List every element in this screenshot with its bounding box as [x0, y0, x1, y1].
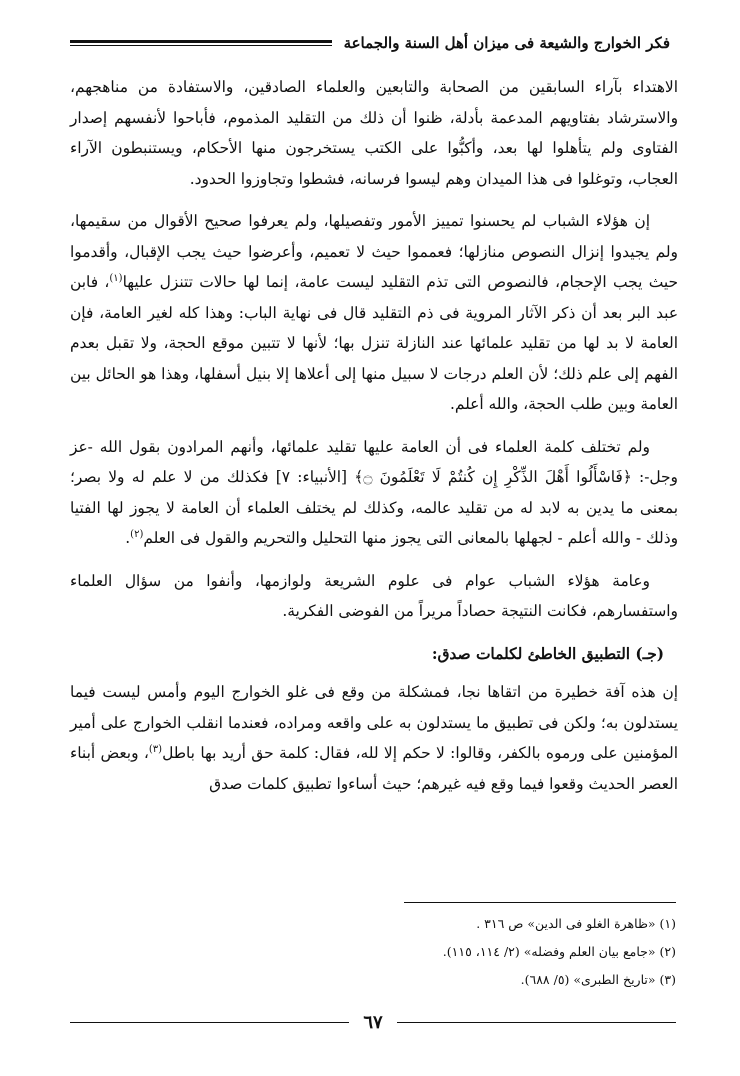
- page-number: ٦٧: [363, 1011, 383, 1033]
- section-heading: (جـ) التطبيق الخاطئ لكلمات صدق:: [431, 644, 664, 663]
- paragraph-5: إن هذه آفة خطيرة من اتقاها نجا، فمشكلة من وقع فى غلو الخوارج اليوم وأمس ليست فيما يستدلون به؛ ولكن فى تطبيق ما يستدلون به على واقعه ومراده، فعندما انقلب الخوارج على أمير المؤمنين على ورموه بالكفر، وقالوا: لا حكم إلا لله، فقال: كلمة حق أريد بها باطل$^{(٣)}$، وبعض أبناء العصر الحديث وقعوا فيما وقع فيه غيرهم؛ حيث أساءوا تطبيق كلمات صدق: [70, 683, 678, 793]
- paragraph-3: ولم تختلف كلمة العلماء فى أن العامة عليها تقليد علمائها، وأنهم المرادون بقول الله -عز وجل-: ﴿فَاسْأَلُوا أَهْلَ الذِّكْرِ إِن كُنتُمْ لَا تَعْلَمُونَ ۝﴾ [الأنبياء: ٧] فكذلك من لا علم له ولا بصر؛ بمعنى ما يدين به لابد له من تقليد عالمه، وكذلك لم يختلف العلماء أن العامة لا يجوز لها الفتيا وذلك - والله أعلم - لجهلها بالمعانى التى يجوز منها التحليل والتحريم والقول فى العلم$^{(٢)}$.: [70, 437, 678, 547]
- header-rule: [70, 40, 332, 46]
- footnote-2: (٢) «جامع بيان العلم وفضله» (٢/ ١١٤، ١١٥).: [442, 944, 676, 959]
- footnote-ref-2[interactable]: (٢): [130, 528, 144, 540]
- footnote-ref-3[interactable]: (٣): [148, 743, 163, 755]
- paragraph-1: الاهتداء بآراء السابقين من الصحابة والتابعين والعلماء الصادقين، والاستفادة من مناهجهم، والاسترشاد بفتاويهم المدعمة بأدلة، ظنوا أن ذلك من التقليد المذموم، فأباحوا لأنفسهم إصدار الفتاوى ولم يتأهلوا لها بعد، وأكبُّوا على الكتب يستخرجون منها الأحكام، ويستنبطون الآراء العجاب، وتوغلوا فى هذا الميدان وهم ليسوا فرسانه، فشطوا وتجاوزوا الحدود.: [70, 78, 678, 188]
- header-title: فكر الخوارج والشيعة فى ميزان أهل السنة والجماعة: [343, 34, 670, 52]
- footer-rule-left: [70, 1022, 349, 1023]
- main-text: [70, 72, 678, 811]
- footnote-1: (١) «ظاهرة الغلو فى الدين» ص ٣١٦ .: [476, 916, 676, 931]
- paragraph-4: وعامة هؤلاء الشباب عوام فى علوم الشريعة ولوازمها، وأنفوا من سؤال العلماء واستفسارهم، فكانت النتيجة حصاداً مريراً من الفوضى الفكرية.: [70, 571, 678, 620]
- footnote-3: (٣) «تاريخ الطبرى» (٥/ ٦٨٨).: [520, 972, 676, 987]
- page-footer: [70, 1010, 676, 1034]
- footnote-separator: [404, 902, 676, 903]
- footnote-ref-1[interactable]: (١): [109, 272, 123, 284]
- running-header: [70, 30, 670, 56]
- footnotes: [300, 910, 676, 994]
- paragraph-2: إن هؤلاء الشباب لم يحسنوا تمييز الأمور وتفصيلها، ولم يعرفوا صحيح الأقوال من سقيمها، ولم يجيدوا إنزال النصوص منازلها؛ فعمموا حيث لا تعميم، وأعرضوا حيث يجب الإقبال، وأقدموا حيث يجب الإحجام، فالنصوص التى تذم التقليد ليست عامة، إنما لها حالات تتنزل عليها$^{(١)}$، فابن عبد البر بعد أن ذكر الآثار المروية فى ذم التقليد قال فى نهاية الباب: وهذا كله لغير العامة، فإن العامة لا بد لها من تقليد علمائها عند النازلة تنزل بها؛ لأنها لا تتبين موقع الحجة، ولا تقبل بعدم الفهم إلى علم ذلك؛ لأن العلم درجات لا سبيل منها إلى أعلاها إلا بنيل أسفلها، وهذا هو الحائل بين العامة وبين طلب الحجة، والله أعلم.: [70, 212, 678, 413]
- footer-rule-right: [397, 1022, 676, 1023]
